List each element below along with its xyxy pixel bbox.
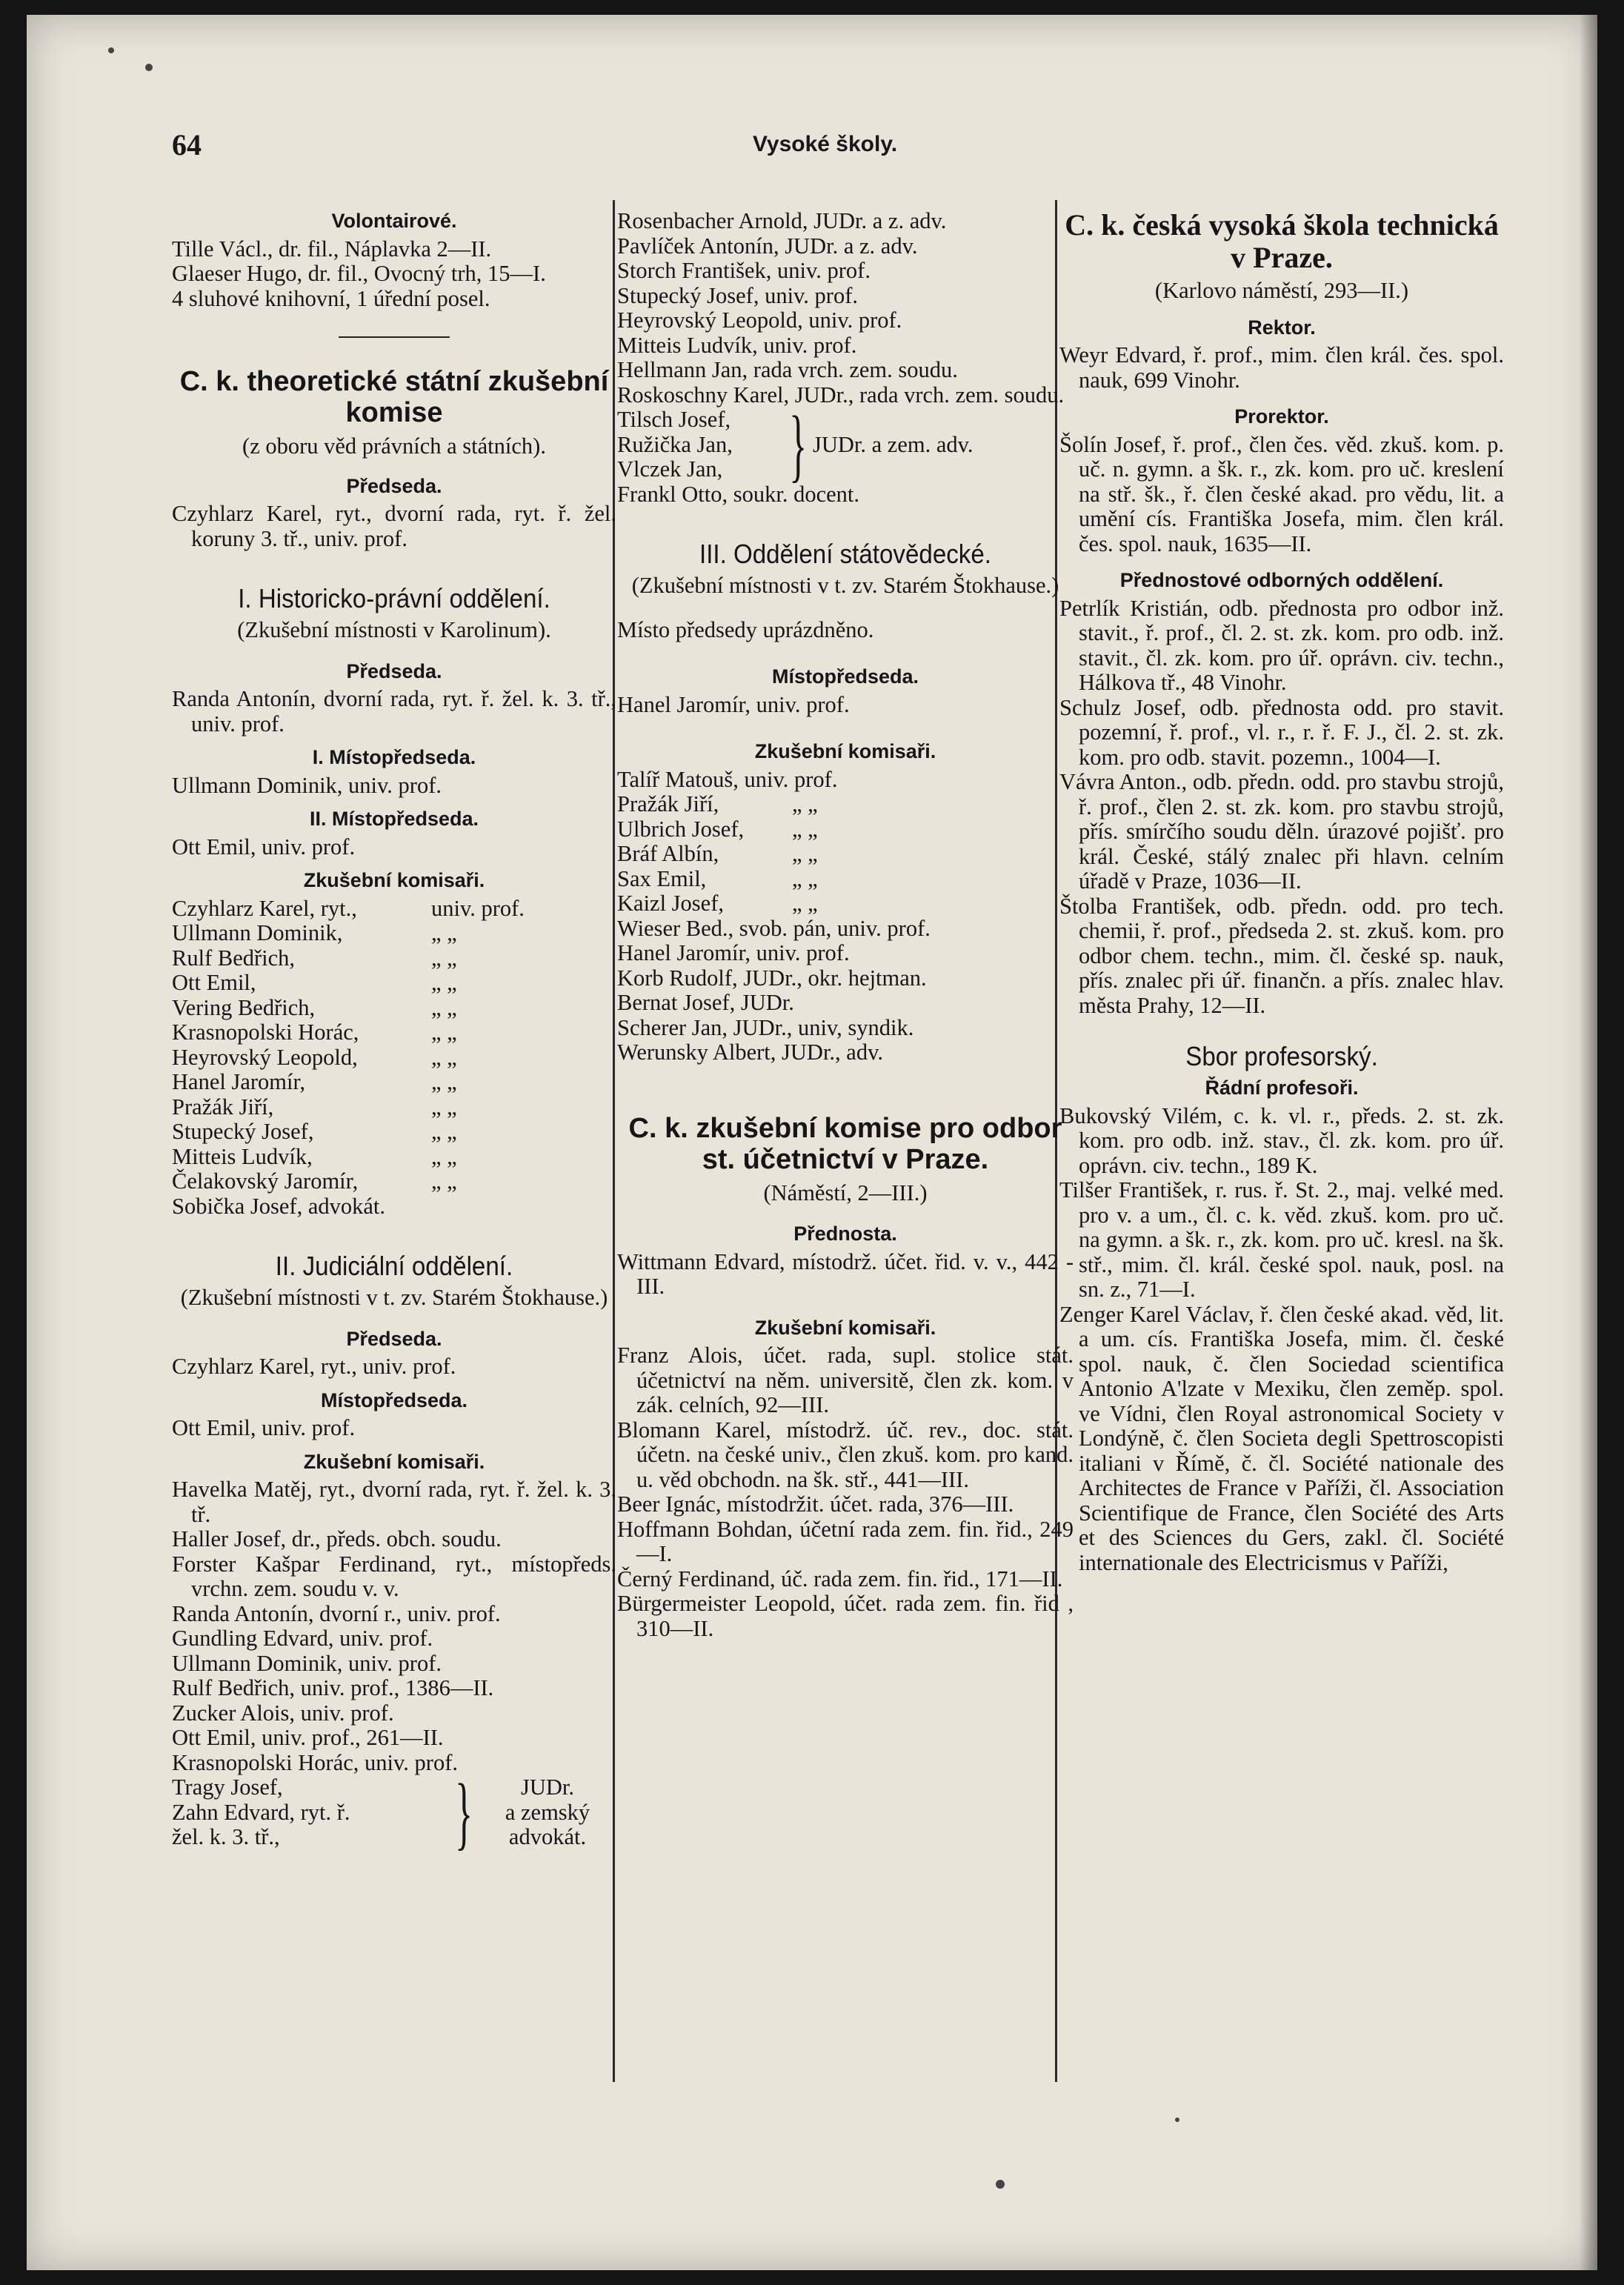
entry: Czyhlarz Karel, ryt., univ. prof.: [172, 1354, 456, 1379]
examiner-name: Ott Emil,: [172, 970, 256, 995]
entry: Roskoschny Karel, JUDr., rada vrch. zem. soudu.: [617, 382, 1065, 408]
examiner-row: [617, 817, 1074, 842]
commission-title: C. k. theoretické státní zkušební komise: [179, 366, 609, 428]
entry: Stupecký Josef, univ. prof.: [617, 282, 859, 308]
examiner-row: [172, 897, 616, 922]
entry: 4 sluhové knihovní, 1 úřední posel.: [172, 285, 490, 311]
school-location: (Karlovo náměstí, 293—II.): [1154, 278, 1409, 303]
dust-speck: [1175, 2118, 1179, 2122]
page-edge-shadow: [1580, 15, 1597, 2270]
examiner-row: [617, 891, 1074, 917]
examiner-name: Stupecký Josef,: [172, 1119, 314, 1144]
examiner-row: [172, 1169, 616, 1194]
section-heading: Řádní profesoři.: [1205, 1077, 1359, 1099]
entry: Ott Emil, univ. prof., 261—II.: [172, 1725, 444, 1750]
faculty-title: Sbor profesorský.: [1185, 1041, 1378, 1071]
section-heading: Zkušební komisaři.: [303, 1450, 485, 1473]
examiner-detail: [431, 1194, 616, 1220]
department-location: (Zkušební místnosti v Karolinum).: [237, 617, 551, 642]
entry: Hanel Jaromír, univ. prof.: [617, 691, 850, 717]
section-heading: Místopředseda.: [771, 665, 919, 688]
examiner-detail: [914, 768, 1074, 793]
entry: Glaeser Hugo, dr. fil., Ovocný trh, 15—I.: [172, 261, 546, 286]
separator-rule: [339, 336, 450, 338]
running-head: Vysoké školy.: [753, 132, 898, 156]
examiner-detail: „ „: [431, 1069, 457, 1094]
examiner-name: Čelakovský Jaromír,: [172, 1168, 359, 1194]
examiner-row: [617, 842, 1074, 867]
group-desc-line: advokát.: [508, 1824, 587, 1849]
entry: Ott Emil, univ. prof.: [172, 1415, 356, 1440]
commission-location: (Náměstí, 2—III.): [763, 1180, 928, 1205]
entry: Bukovský Vilém, c. k. vl. r., předs. 2. st. zk. kom. pro odb. inž. stav., čl. zk. kom. pro úř. oprávn. civ. techn., 189 K.: [1059, 1102, 1504, 1178]
section-heading: Zkušební komisaři.: [754, 1316, 936, 1339]
section-heading: Místopředseda.: [320, 1388, 468, 1411]
group-description: [479, 1775, 616, 1850]
examiner-name: Hanel Jaromír,: [172, 1069, 306, 1094]
section-heading: Předseda.: [346, 474, 442, 497]
group-desc-line: JUDr.: [520, 1775, 575, 1800]
examiner-name: Vering Bedřich,: [172, 994, 316, 1020]
examiner-row: [172, 1020, 616, 1045]
entry: Vávra Anton., odb. předn. odd. pro stavbu strojů, ř. prof., člen 2. st. zk. kom. pro stavbu strojů, přís. smírčího soudu děln. úrazové pojišť. pro král. České, stálý znalec při hlavn. celním úřadě v Praze, 1036—II.: [1059, 769, 1504, 894]
examiner-name: Bráf Albín,: [617, 841, 719, 866]
section-heading: Přednostové odborných oddělení.: [1119, 569, 1444, 591]
entry: Wittmann Edvard, místodrž. účet. řid. v. v., 442 - III.: [617, 1248, 1074, 1299]
entry: Blomann Karel, místodrž. úč. rev., doc. stát. účetn. na české univ., člen zkuš. kom. pro kand. u. věd obchodn. na šk. stř., 441—III.: [617, 1417, 1074, 1492]
department-title: III. Oddělení státovědecké.: [699, 539, 991, 569]
section-heading: Volontairové.: [331, 210, 457, 232]
entry: Ott Emil, univ. prof.: [172, 834, 356, 859]
examiner-detail: „ „: [431, 1119, 457, 1144]
department-title: I. Historicko-právní oddělení.: [238, 583, 550, 613]
section-heading: Prorektor.: [1234, 405, 1329, 428]
school-title: C. k. česká vysoká škola technická v Praze.: [1065, 208, 1499, 274]
group-name: Vlczek Jan,: [617, 456, 723, 482]
examiner-detail: „ „: [792, 791, 818, 816]
entry: Krasnopolski Horác, univ. prof.: [172, 1749, 458, 1775]
examiner-detail: „ „: [431, 1168, 457, 1194]
examiner-detail: „ „: [431, 1044, 457, 1070]
bracketed-group: [617, 399, 1074, 490]
group-names: [617, 408, 780, 482]
examiner-row: [617, 792, 1074, 817]
scanned-page: [27, 15, 1597, 2270]
department-location: (Zkušební místnosti v t. zv. Starém Štokhause.): [631, 573, 1059, 598]
entry: Frankl Otto, soukr. docent.: [617, 481, 859, 507]
department-location: (Zkušební místnosti v t. zv. Starém Štokhause.): [180, 1285, 608, 1310]
entry: Tilšer František, r. rus. ř. St. 2., maj. velké med. pro v. a um., čl. c. k. věd. zkuš. kom. pro uč. na gymn. a šk. r., zk. kom. pro uč. kresl. na šk. stř., mim. čl. král. české spol. nauk, posl. na sn. z., 71—I.: [1059, 1177, 1504, 1302]
section-heading: Zkušební komisaři.: [754, 740, 936, 762]
examiner-detail: „ „: [431, 1020, 457, 1045]
entry: Černý Ferdinand, úč. rada zem. fin. řid., 171—II.: [617, 1566, 1063, 1591]
examiner-detail: „ „: [792, 891, 818, 916]
group-name: žel. k. 3. tř.,: [172, 1824, 280, 1849]
column-right: [1059, 209, 1504, 1575]
examiner-row: [172, 921, 616, 946]
group-desc-line: a zemský: [505, 1799, 590, 1825]
examiner-detail: „ „: [792, 841, 818, 866]
department-title: II. Judiciální oddělení.: [275, 1251, 513, 1281]
examiner-detail: „ „: [431, 970, 457, 995]
examiner-row: [172, 996, 616, 1021]
examiner-name: Ulbrich Josef,: [617, 816, 745, 842]
entry: Havelka Matěj, ryt., dvorní rada, ryt. ř. žel. k. 3. tř.: [172, 1477, 616, 1527]
examiner-row: [617, 867, 1074, 892]
entry: Mitteis Ludvík, univ. prof.: [617, 332, 857, 358]
entry: Štolba František, odb. předn. odd. pro tech. chemii, ř. prof., předseda 2. st. zkuš. kom. pro odbor chem. techn., mim. čl. české sp. nauk, přís. znalec při úř. finančn. a přís. znalec hlav. města Prahy, 12—II.: [1059, 893, 1504, 1018]
entry: Korb Rudolf, JUDr., okr. hejtman.: [617, 965, 927, 991]
entry: Beer Ignác, místodržit. účet. rada, 376—III.: [617, 1491, 1014, 1517]
brace-symbol: }: [789, 399, 808, 490]
examiner-row: [172, 1120, 616, 1145]
entry: Bernat Josef, JUDr.: [617, 990, 794, 1015]
examiner-name: Talíř Matouš, univ. prof.: [617, 766, 838, 792]
page-header: [27, 127, 1597, 172]
entry: Ullmann Dominik, univ. prof.: [172, 772, 442, 798]
examiner-name: Czyhlarz Karel, ryt.,: [172, 895, 357, 921]
examiner-name: Pražák Jiří,: [172, 1094, 274, 1120]
group-name: Tilsch Josef,: [617, 407, 731, 432]
entry: Randa Antonín, dvorní r., univ. prof.: [172, 1600, 501, 1626]
entry: Randa Antonín, dvorní rada, ryt. ř. žel. k. 3. tř., univ. prof.: [172, 686, 616, 736]
examiner-name: Rulf Bedřich,: [172, 945, 296, 971]
examiner-name: Ullmann Dominik,: [172, 920, 343, 945]
entry: Wieser Bed., svob. pán, univ. prof.: [617, 915, 931, 941]
entry: Storch František, univ. prof.: [617, 258, 871, 283]
entry: Šolín Josef, ř. prof., člen čes. věd. zkuš. kom. p. uč. n. gymn. a šk. r., zk. kom. pro uč. kreslení na stř. šk., ř. člen české akad. pro vědu, lit. a umění cís. Františka Josefa, mim. člen král. čes. spol. nauk, 1635—II.: [1059, 431, 1504, 556]
examiner-row: [172, 1194, 616, 1220]
entry: Hoffmann Bohdan, účetní rada zem. fin. řid., 249—I.: [617, 1516, 1074, 1566]
examiner-detail: „ „: [431, 1094, 457, 1120]
entry: Schulz Josef, odb. přednosta odd. pro stavit. pozemní, ř. prof., vl. r., r. ř. F. J., čl. 2. st. zk. kom. pro odb. stavit. pozemn., 1004—I.: [1059, 694, 1504, 770]
group-names: [172, 1775, 446, 1850]
section-heading: Přednosta.: [793, 1223, 897, 1245]
column-left: [172, 209, 616, 1858]
examiner-name: Heyrovský Leopold,: [172, 1044, 358, 1070]
examiner-row: [172, 1095, 616, 1120]
entry: Hanel Jaromír, univ. prof.: [617, 940, 850, 965]
entry: Pavlíček Antonín, JUDr. a z. adv.: [617, 233, 918, 259]
dust-speck: [108, 47, 114, 53]
entry: Bürgermeister Leopold, účet. rada zem. fin. řid , 310—II.: [617, 1591, 1074, 1641]
entry: Rosenbacher Arnold, JUDr. a z. adv.: [617, 208, 947, 233]
entry: Ullmann Dominik, univ. prof.: [172, 1650, 442, 1676]
entry: Hellmann Jan, rada vrch. zem. soudu.: [617, 357, 958, 382]
entry: Werunsky Albert, JUDr., adv.: [617, 1040, 883, 1065]
examiner-detail: „ „: [431, 945, 457, 971]
examiner-name: Kaizl Josef,: [617, 891, 724, 916]
column-middle: [617, 209, 1074, 1641]
examiner-name: Sax Emil,: [617, 865, 707, 891]
commission-title: C. k. zkušební komise pro odbor st. účetnictví v Praze.: [628, 1112, 1062, 1175]
page-number: 64: [172, 128, 202, 162]
group-name: Tragy Josef,: [172, 1775, 283, 1800]
entry: Tille Václ., dr. fil., Náplavka 2—II.: [172, 236, 492, 262]
examiner-name: Krasnopolski Horác,: [172, 1020, 359, 1045]
section-heading: Předseda.: [346, 659, 442, 682]
examiner-detail: „ „: [792, 865, 818, 891]
examiner-detail: „ „: [431, 1143, 457, 1169]
section-heading: II. Místopředseda.: [309, 808, 479, 830]
section-heading: Předseda.: [346, 1327, 442, 1350]
examiner-name: Pražák Jiří,: [617, 791, 719, 816]
examiner-row: [617, 768, 1074, 793]
entry: Zenger Karel Václav, ř. člen české akad. věd, lit. a um. cís. Františka Josefa, mim. čl. české spol. nauk, č. člen Sociedad scientifica Antonio A'lzate v Mexiku, člen zeměp. spol. ve Vídni, člen Royal astronomical Society v Londýně, č. člen Societa degli Spettroscopisti italiani v Římě, č. čl. Société nationale des Architectes de France v Paříži, čl. Association Scientifique de France, člen Société des Arts et des Sciences du Gers, zakl. čl. Société internationale des Electricismus v Paříži,: [1059, 1301, 1504, 1575]
group-name: Zahn Edvard, ryt. ř.: [172, 1799, 350, 1825]
entry: Místo předsedy uprázdněno.: [617, 616, 874, 642]
entry: Zucker Alois, univ. prof.: [172, 1700, 394, 1726]
examiner-row: [172, 1070, 616, 1095]
section-heading: Rektor.: [1248, 316, 1316, 339]
entry: Forster Kašpar Ferdinand, ryt., místopředs. vrchn. zem. soudu v. v.: [172, 1551, 616, 1601]
examiner-detail: „ „: [431, 994, 457, 1020]
examiner-name: Mitteis Ludvík,: [172, 1143, 313, 1169]
entry: Czyhlarz Karel, ryt., dvorní rada, ryt. ř. žel. koruny 3. tř., univ. prof.: [172, 501, 616, 551]
examiner-row: [172, 971, 616, 996]
entry: Rulf Bedřich, univ. prof., 1386—II.: [172, 1675, 494, 1700]
group-description: JUDr. a zem. adv.: [813, 431, 974, 457]
examiner-row: [172, 1045, 616, 1071]
commission-subtitle: (z oboru věd právních a státních).: [242, 433, 546, 459]
examiner-name: Sobička Josef, advokát.: [172, 1193, 385, 1219]
entry: Scherer Jan, JUDr., univ, syndik.: [617, 1014, 914, 1040]
examiner-row: [172, 946, 616, 971]
section-heading: I. Místopředseda.: [312, 746, 476, 768]
entry: Franz Alois, účet. rada, supl. stolice stát. účetnictví na něm. universitě, člen zk. kom. v zák. celních, 92—III.: [617, 1343, 1074, 1417]
entry: Weyr Edvard, ř. prof., mim. člen král. čes. spol. nauk, 699 Vinohr.: [1059, 342, 1504, 393]
examiner-detail: univ. prof.: [431, 895, 525, 921]
section-heading: Zkušební komisaři.: [303, 869, 485, 891]
bracketed-group: [172, 1767, 616, 1858]
examiner-detail: „ „: [792, 816, 818, 842]
entry: Petrlík Kristián, odb. přednosta pro odbor inž. stavit., ř. prof., čl. 2. st. zk. kom. pro odb. inž. stavit., čl. zk. kom. pro úř. oprávn. civ. techn., Hálkova tř., 48 Vinohr.: [1059, 595, 1504, 695]
dust-speck: [996, 2180, 1005, 2189]
entry: Haller Josef, dr., předs. obch. soudu.: [172, 1526, 502, 1551]
group-name: Ružička Jan,: [617, 431, 733, 457]
dust-speck: [145, 64, 153, 71]
entry: Gundling Edvard, univ. prof.: [172, 1626, 433, 1651]
brace-symbol: }: [455, 1767, 473, 1858]
examiner-row: [172, 1145, 616, 1170]
entry: Heyrovský Leopold, univ. prof.: [617, 307, 902, 333]
examiner-detail: „ „: [431, 920, 457, 945]
